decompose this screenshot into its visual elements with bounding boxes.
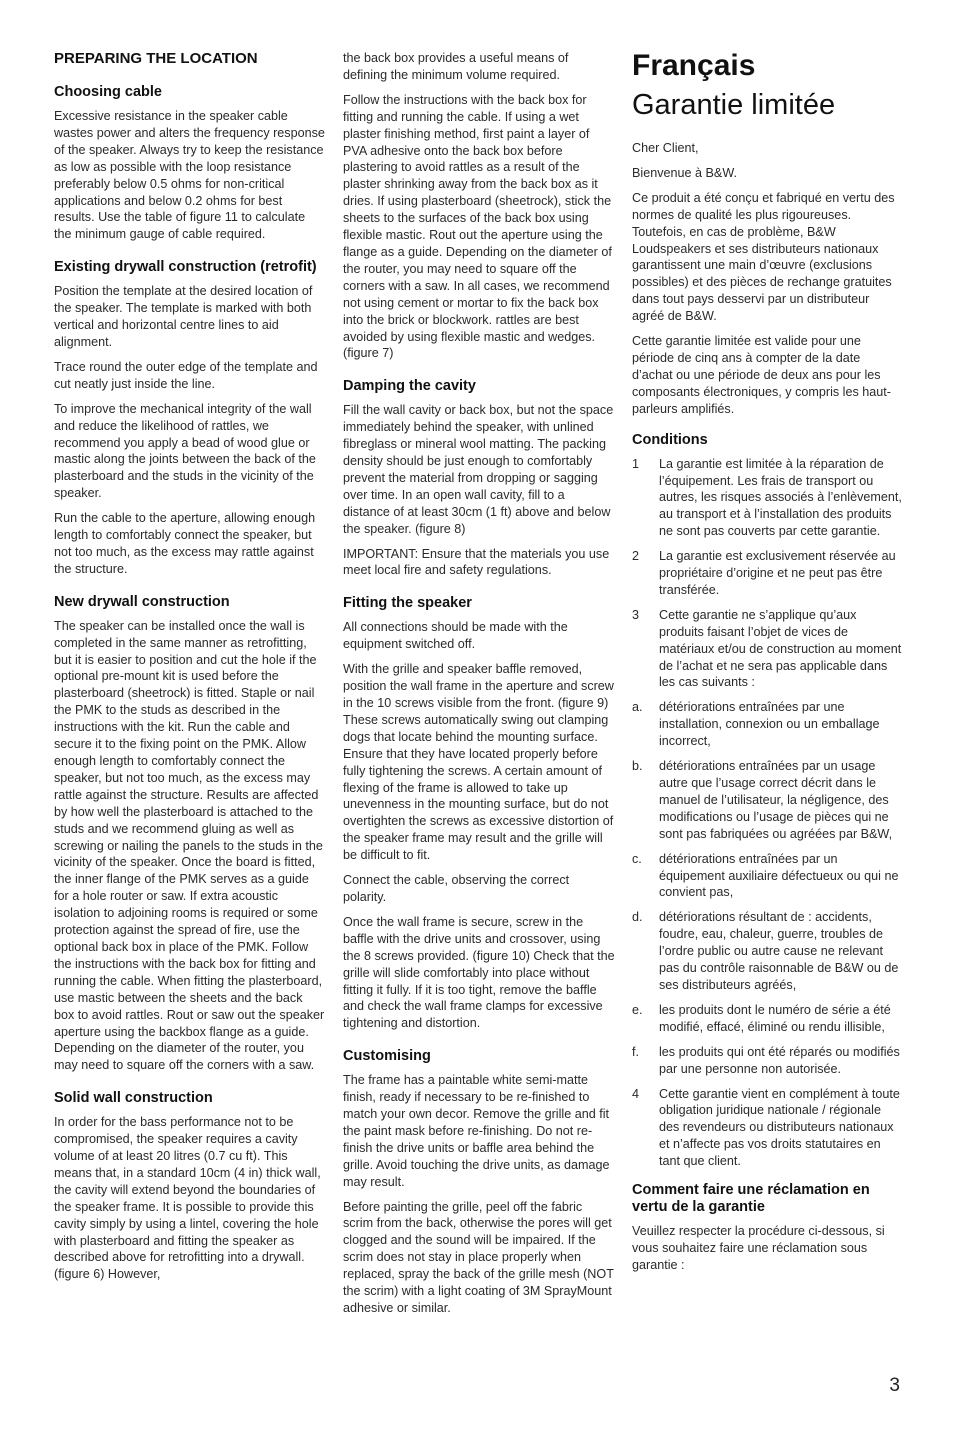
list-item [632,758,904,843]
list-item-text: détériorations entraînées par une installation, connexion ou un emballage incorrect, [659,700,880,749]
list-item [632,909,904,994]
list-marker: f. [632,1044,639,1059]
paragraph: Fill the wall cavity or back box, but not the space immediately behind the speaker, with unlined fibreglass or mineral wool matting. The packing density should be just enough to comfortably prevent the material from dropping or sagging over time. In an open wall cavity, fill to a distance of at least 30cm (1 ft) above and below the speaker. (figure 8) [343,403,614,536]
paragraph: Follow the instructions with the back box for fitting and running the cable. If using a wet plaster finishing method, first paint a layer of PVA adhesive onto the back box before plastering to avoid rattles as a result of the plaster shrinking away from the back box as it dries. If using plasterboard (sheetrock), stick the sheets to the surfaces of the back box using flexible mastic. Rout out the aperture using the flange as a guide. Depending on the diameter of the router, you may need to square off the corners with a saw. In all cases, we recommend not using cement or mortar to fix the back box into the brick or blockwork. rattles are best avoided by using flexible mastic and wedges. (figure 7) [343,92,612,361]
paragraph: With the grille and speaker baffle removed, position the wall frame in the aperture and screw in the 10 screws visible from the front. (figure 9) These screws automatically swing out clamping dogs that locate behind the mounting surface. Ensure that they have located properly before fully tightening the screws. A certain amount of flexing of the frame is allowed to take up unevenness in the mounting surface, but do not overtighten the screws as excessive distortion of the speaker frame may result and the grille will be difficult to fit. [343,662,614,863]
list-marker: 4 [632,1086,640,1101]
paragraph: Cher Client, [632,141,699,155]
section-continued [343,50,615,362]
subheading-choosing-cable: Choosing cable [54,84,162,100]
list-item-text: détériorations entraînées par un équipement auxiliaire défectueux ou qui ne convient pas, [659,851,899,900]
list-marker: b. [632,759,643,774]
page-number: 3 [889,1375,900,1396]
language-title: Français [632,49,756,82]
paragraph: Trace round the outer edge of the template and cut neatly just inside the line. [54,359,318,391]
list-item [632,548,904,599]
section-choosing-cable [54,84,326,243]
list-marker: 2 [632,549,640,564]
list-item-text: détériorations entraînées par un usage autre que l’usage correct décrit dans le manuel de l’utilisateur, la négligence, des modifications ou l’usage de pièces qui ne sont pas fabriquées ou agréées par B&W, [659,759,893,841]
paragraph: Veuillez respecter la procédure ci-dessous, si vous souhaitez faire une réclamation sous garantie : [632,1224,885,1272]
paragraph: IMPORTANT: Ensure that the materials you use meet local fire and safety regulations. [343,546,610,578]
paragraph: Connect the cable, observing the correct polarity. [343,873,570,904]
paragraph: Position the template at the desired location of the speaker. The template is marked with both vertical and horizontal centre lines to aid alignment. [54,284,313,349]
list-item [632,1002,904,1036]
paragraph: To improve the mechanical integrity of the wall and reduce the likelihood of rattles, we recommend you apply a bead of wood glue or mastic along the joints between the back of the plasterboard and the studs in the vicinity of the speaker. [54,401,316,501]
column-2 [343,50,615,1333]
subheading-damping-cavity: Damping the cavity [343,378,476,395]
list-item [632,1044,904,1078]
list-item-text: Cette garantie ne s’applique qu’aux produits faisant l’objet de vices de matériaux et/ou de construction au moment de l’achat et ne sera pas applicable dans les cas suivants : [659,607,902,690]
list-marker: 3 [632,607,640,622]
subheading-fitting-speaker: Fitting the speaker [343,595,472,612]
section-damping-cavity [343,378,615,579]
paragraph: Cette garantie limitée est valide pour une période de cinq ans à compter de la date d’achat ou une période de deux ans pour les composants électroniques, y compris les haut-parleurs amplifiés. [632,334,891,416]
list-item-text: Cette garantie vient en complément à toute obligation juridique nationale / régionale des revendeurs ou distributeurs nationaux et n’affecte pas vos droits statutaires en tant que client. [659,1086,900,1169]
list-marker: d. [632,910,643,925]
section-existing-drywall [54,259,326,578]
list-item [632,607,904,692]
paragraph: Ce produit a été conçu et fabriqué en vertu des normes de qualité les plus rigoureuses. Toutefois, en cas de problème, B&W Loudspeakers et ses distributeurs nationaux garantissent une main d’œuvre (exclusions possibles) et des pièces de rechange gratuites dans tout pays desservi par un distributeur agréé de B&W. [632,190,895,324]
list-item [632,456,904,541]
list-item [632,1086,904,1171]
section-solid-wall [54,1090,326,1283]
paragraph: In order for the bass performance not to be compromised, the speaker requires a cavity volume of at least 20 litres (0.7 cu ft). This means that, in a standard 10cm (4 in) thick wall, the cavity will extend beyond the boundaries of the speaker frame. It is possible to provide this cavity simply by using a lintel, covering the hole with plasterboard and fitting the speaker as described above for retrofitting into a drywall. (figure 6) However, [54,1115,321,1282]
list-item [632,851,904,902]
paragraph: All connections should be made with the equipment switched off. [343,620,568,652]
list-item [632,699,904,750]
paragraph: Once the wall frame is secure, screw in the baffle with the drive units and crossover, using the 8 screws provided. (figure 10) Check that the grille will slide comfortably into place without fitting it fully. If it is too tight, remove the baffle and check the wall frame clamps for excessive tightening and distortion. [343,914,615,1031]
conditions-list [632,456,904,1170]
subheading-conditions: Conditions [632,431,708,448]
list-marker: 1 [632,456,640,471]
list-item-text: La garantie est limitée à la réparation de l’équipement. Les frais de transport ou autres, les risques associés à l’enlèvement, au transport et à l’installation des produits ne sont pas couverts par cette garantie. [659,456,902,539]
list-marker: a. [632,700,643,715]
warranty-title: Garantie limitée [632,89,836,121]
subheading-claim: Comment faire une réclamation en vertu de la garantie [632,1182,870,1216]
paragraph: Bienvenue à B&W. [632,165,738,180]
subheading-existing-drywall: Existing drywall construction (retrofit) [54,259,317,276]
section-new-drywall [54,594,326,1074]
list-item-text: détériorations résultant de : accidents, foudre, eau, chaleur, guerre, troubles de l’ordre public ou autre cause ne relevant pas du contrôle raisonnable de B&W ou de ses distributeurs agréés, [659,910,899,992]
paragraph: Before painting the grille, peel off the fabric scrim from the back, otherwise the pores will get clogged and the sound will be impaired. If the scrim does not stay in place properly when replaced, spray the back of the grille mesh (NOT the scrim) with a light coating of 3M SprayMount adhesive or similar. [343,1199,614,1315]
section-customising [343,1048,615,1317]
column-3 [632,50,904,1282]
subheading-new-drywall: New drywall construction [54,593,230,610]
list-item-text: les produits qui ont été réparés ou modifiés par une personne non autorisée. [659,1044,900,1076]
paragraph: the back box provides a useful means of defining the minimum volume required. [343,51,569,82]
column-1 [54,50,326,1299]
subheading-customising: Customising [343,1048,431,1065]
section-fitting-speaker [343,595,615,1032]
subheading-solid-wall: Solid wall construction [54,1090,213,1107]
paragraph: Run the cable to the aperture, allowing enough length to comfortably connect the speaker, but not too much, as the excess may rattle against the structure. [54,511,316,576]
list-item-text: La garantie est exclusivement réservée au propriétaire d’origine et ne peut pas être transférée. [659,549,896,597]
list-marker: c. [632,851,642,866]
paragraph: The frame has a paintable white semi-matte finish, ready if necessary to be re-finished to match your own decor. Remove the grille and fit the paint mask before re-finishing. Do not re-finish the drive units or baffle area behind the grille. Avoid touching the drive units, as damage may result. [343,1073,610,1189]
list-item-text: les produits dont le numéro de série a été modifié, effacé, éliminé ou rendu illisible, [659,1002,891,1034]
paragraph: The speaker can be installed once the wall is completed in the same manner as retrofitting, but it is easier to position and cut the hole if the optional pre-mount kit is used before the plasterboard (sheetrock) is fitted. Staple or nail the PMK to the studs as described in the instructions with the kit. Run the cable and secure it to the fixing point on the PMK. Allow enough length to comfortably connect the speaker, but not too much, as the excess may rattle against the structure. Results are affected by how well the plasterboard is attached to the studs and we recommend gluing as well as screwing or nailing the panels to the studs in the vicinity of the speaker. Once the board is fitted, the inner flange of the PMK serves as a guide for a hole router or saw. If extra acoustic isolation to adjoining rooms is required or some protection against the spread of fire, use the optional back box in place of the PMK. Follow the instructions with the back box for fitting and running the cable. When fitting the plasterboard, use mastic between the sheets and the back box to avoid rattles. Rout or saw out the speaker aperture using the backbox flange as a guide. Depending on the diameter of the router, you may need to square off the corners with a saw. [54,618,325,1073]
paragraph: Excessive resistance in the speaker cable wastes power and alters the frequency response of the speaker. Always try to keep the resistance as low as possible with the loop resistance preferably below 0.5 ohms for non-critical applications and below 0.2 ohms for best results. Use the table of figure 11 to calculate the minimum gauge of cable required. [54,109,325,242]
section-heading-preparing-location: PREPARING THE LOCATION [54,50,258,67]
list-marker: e. [632,1002,643,1017]
